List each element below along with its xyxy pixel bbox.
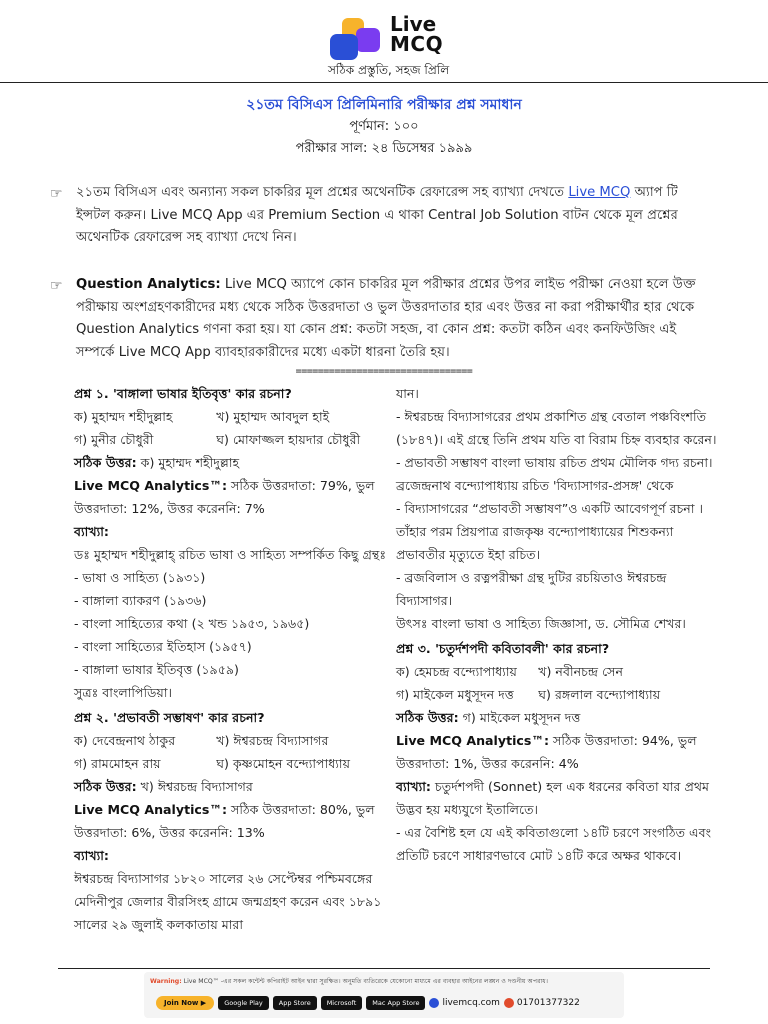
q1-option-b: খ) মুহাম্মদ আবদুল হাই bbox=[216, 409, 330, 424]
q3-option-b: খ) নবীনচন্দ্র সেন bbox=[538, 664, 624, 679]
q2-option-a: ক) দেবেন্দ্রনাথ ঠাকুর bbox=[74, 733, 176, 748]
q1-answer bbox=[74, 451, 396, 474]
header-divider bbox=[0, 82, 768, 83]
analytics-note-label: Question Analytics: bbox=[76, 277, 221, 292]
live-mcq-link[interactable]: Live MCQ bbox=[568, 185, 631, 200]
footer-divider bbox=[58, 968, 710, 969]
q3-answer bbox=[396, 706, 718, 729]
q1-source: সুত্রঃ বাংলাপিডিয়া। bbox=[74, 685, 173, 700]
q1-option-d: ঘ) মোফাজ্জল হায়দার চৌধুরী bbox=[216, 432, 361, 447]
q3-options bbox=[396, 660, 718, 706]
q2-answer bbox=[74, 775, 396, 798]
q2-option-c: গ) রামমোহন রায় bbox=[74, 756, 161, 771]
q1-answer-label: সঠিক উত্তর: bbox=[74, 455, 137, 470]
app-store-button[interactable]: App Store bbox=[273, 996, 317, 1010]
mac-app-store-button[interactable]: Mac App Store bbox=[366, 996, 425, 1010]
q2-source: উৎসঃ বাংলা ভাষা ও সাহিত্য জিজ্ঞাসা, ড. সৌমিত্র শেখর। bbox=[396, 616, 686, 631]
q3-analytics-text: সঠিক উত্তরদাতা: 94%, ভুল উত্তরদাতা: 1%, উত্তর করেননি: 4% bbox=[396, 733, 697, 771]
q2-explain-text: ঈশ্বরচন্দ্র বিদ্যাসাগর ১৮২০ সালের ২৬ সেপ্টেম্বর পশ্চিমবঙ্গের মেদিনীপুর জেলার বীরসিংহ গ্রামে জন্মগ্রহণ করেন এবং ১৮৯১ সালের ২৯ জুলাই কলকাতায় মারা bbox=[74, 871, 382, 932]
q3-explain-line: - এর বৈশিষ্ট হল যে এই কবিতাগুলো ১৪টি চরণে সংগঠিত এবং প্রতিটি চরণে সাধারণভাবে মোট ১৪টি করে অক্ষর থাকবে। bbox=[396, 825, 712, 863]
q2-explain-line: - প্রভাবতী সম্ভাষণ বাংলা ভাষায় রচিত প্রথম মৌলিক গদ্য রচনা। bbox=[396, 455, 713, 470]
exam-date: পরীক্ষার সাল: ২৪ ডিসেম্বর ১৯৯৯ bbox=[295, 141, 473, 156]
analytics-note bbox=[50, 274, 696, 364]
full-marks: পূর্ণমান: ১০০ bbox=[349, 119, 419, 134]
website-text: livemcq.com bbox=[442, 998, 500, 1008]
q1-explain-line: - বাংলা সাহিত্যের কথা (২ খন্ড ১৯৫৩, ১৯৬৫) bbox=[74, 616, 310, 631]
q3-analytics-label: Live MCQ Analytics™: bbox=[396, 733, 550, 748]
q3-analytics bbox=[396, 729, 718, 775]
q1-explain-label: ব্যাখ্যা: bbox=[74, 524, 109, 539]
page-title: ২১তম বিসিএস প্রিলিমিনারি পরীক্ষার প্রশ্ন সমাধান bbox=[246, 97, 522, 113]
analytics-note-text: Live MCQ অ্যাপে কোন চাকরির মূল পরীক্ষার প্রশ্নের উপর লাইভ পরীক্ষা নেওয়া হলে উক্ত পরীক্ষায় অংশগ্রহণকারীদের মধ্য থেকে সঠিক উত্তরদাতা ও ভুল উত্তরদাতার হার এবং উত্তর না করা পরীক্ষার্থীর হার থেকে Question Analytics গণনা করা হয়। যা কোন প্রশ্ন: কতটা সহজ, বা কোন প্রশ্ন: কতটা কঠিন এবং কনফিউজিং এই সম্পর্কে Live MCQ App ব্যাবহারকারীদের মধ্যে একটা ধারনা তৈরি হয়। bbox=[76, 277, 696, 360]
q1-explain-line: - বাঙ্গালা ভাষার ইতিবৃত্ত (১৯৫৯) bbox=[74, 662, 239, 677]
copyright-warning bbox=[150, 976, 618, 987]
q2-explain-line: - ঈশ্বরচন্দ্র বিদ্যাসাগরের প্রথম প্রকাশিত গ্রন্থ বেতাল পঞ্চবিংশতি (১৮৪৭)। এই গ্রন্থে তিনি প্রথম যতি বা বিরাম চিহ্ন ব্যবহার করেন। bbox=[396, 409, 717, 447]
header bbox=[0, 10, 768, 80]
q1-analytics-label: Live MCQ Analytics™: bbox=[74, 478, 228, 493]
q3-answer-label: সঠিক উত্তর: bbox=[396, 710, 459, 725]
brand-line1: Live bbox=[390, 12, 437, 36]
q2-explain-line: - বিদ্যাসাগরের “প্রভাবতী সম্ভাষণ”ও একটি আবেগপূর্ণ রচনা । তাঁহার পরম প্রিয়পাত্র রাজকৃষ্ণ বন্দ্যোপাধ্যায়ের শিশুকন্যা প্রভাবতীর মৃত্যুতে ইহা রচিত। bbox=[396, 501, 703, 562]
q2-option-d: ঘ) কৃষ্ণমোহন বন্দ্যোপাধ্যায় bbox=[216, 756, 350, 771]
footer-banner bbox=[144, 972, 624, 1018]
q1-option-c: গ) মুনীর চৌধুরী bbox=[74, 432, 154, 447]
q3-answer-text: গ) মাইকেল মধুসূদন দত্ত bbox=[458, 710, 581, 725]
q1-options bbox=[74, 405, 396, 451]
phone-text: 01701377322 bbox=[516, 998, 580, 1008]
brand-name bbox=[390, 14, 443, 54]
q2-explain-line: - ব্রজবিলাস ও রত্নপরীক্ষা গ্রন্থ দুটির রচয়িতাও ঈশ্বরচন্দ্র বিদ্যাসাগর। bbox=[396, 570, 667, 608]
pointing-hand-icon: ☞ bbox=[50, 186, 63, 202]
q1-explain-line: - ভাষা ও সাহিত্য (১৯৩১) bbox=[74, 570, 206, 585]
title-block bbox=[0, 94, 768, 160]
q2-explain-cont: যান। bbox=[396, 386, 419, 401]
install-note-text: ২১তম বিসিএস এবং অন্যান্য সকল চাকরির মূল প্রশ্নের অথেনটিক রেফারেন্স সহ ব্যাখ্যা দেখতে bbox=[76, 185, 569, 200]
q3-option-a: ক) হেমচন্দ্র বন্দ্যোপাধ্যায় bbox=[396, 664, 517, 679]
q1-explain-line: - বাংলা সাহিত্যের ইতিহাস (১৯৫৭) bbox=[74, 639, 252, 654]
left-column bbox=[74, 382, 396, 936]
globe-icon bbox=[429, 998, 439, 1008]
q1-analytics bbox=[74, 474, 396, 520]
q3-question: প্রশ্ন ৩. 'চতুর্দশপদী কবিতাবলী' কার রচনা? bbox=[396, 641, 610, 656]
q2-analytics bbox=[74, 798, 396, 844]
q2-option-b: খ) ঈশ্বরচন্দ্র বিদ্যাসাগর bbox=[216, 733, 329, 748]
google-play-button[interactable]: Google Play bbox=[218, 996, 269, 1010]
q3-explain-text: চতুর্দশপদী (Sonnet) হল এক ধরনের কবিতা যার প্রথম উদ্ভব হয় মধ্যযুগে ইতালিতে। bbox=[396, 779, 710, 817]
microsoft-store-button[interactable]: Microsoft bbox=[321, 996, 363, 1010]
live-mcq-logo-icon bbox=[328, 16, 384, 62]
pointing-hand-icon: ☞ bbox=[50, 278, 63, 294]
q1-analytics-text: সঠিক উত্তরদাতা: 79%, ভুল উত্তরদাতা: 12%, উত্তর করেননি: 7% bbox=[74, 478, 375, 516]
install-note-text-cont: অ্যাপ টি ইন্সটল করুন। Live MCQ App এর Premium Section এ থাকা Central Job Solution বাটন থেকে মূল প্রশ্নের অথেনটিক রেফারেন্স সহ ব্যাখ্যা দেখে নিন। bbox=[76, 185, 678, 245]
q2-explain-label: ব্যাখ্যা: bbox=[74, 848, 109, 863]
q3-explain bbox=[396, 775, 718, 821]
q2-analytics-label: Live MCQ Analytics™: bbox=[74, 802, 228, 817]
website-link[interactable] bbox=[429, 998, 499, 1008]
q3-explain-label: ব্যাখ্যা: bbox=[396, 779, 431, 794]
join-now-button[interactable]: Join Now ▶ bbox=[156, 996, 214, 1010]
brand-tagline: সঠিক প্রস্তুতি, সহজ প্রিলি bbox=[328, 63, 450, 77]
phone-icon bbox=[504, 998, 514, 1008]
q1-option-a: ক) মুহাম্মদ শহীদুল্লাহ bbox=[74, 409, 173, 424]
q2-answer-label: সঠিক উত্তর: bbox=[74, 779, 137, 794]
footer-actions bbox=[156, 994, 580, 1012]
q1-question: প্রশ্ন ১. 'বাঙ্গালা ভাষার ইতিবৃত্ত' কার রচনা? bbox=[74, 386, 292, 401]
q2-analytics-text: সঠিক উত্তরদাতা: 80%, ভুল উত্তরদাতা: 6%, উত্তর করেননি: 13% bbox=[74, 802, 375, 840]
phone-number[interactable] bbox=[504, 998, 580, 1008]
q3-option-c: গ) মাইকেল মধুসূদন দত্ত bbox=[396, 687, 514, 702]
q3-option-d: ঘ) রঙ্গলাল বন্দ্যোপাধ্যায় bbox=[538, 687, 661, 702]
q2-options bbox=[74, 729, 396, 775]
q1-answer-text: ক) মুহাম্মদ শহীদুল্লাহ bbox=[136, 455, 240, 470]
q1-explain-line: - বাঙ্গালা ব্যাকরণ (১৯৩৬) bbox=[74, 593, 207, 608]
install-note bbox=[50, 182, 696, 250]
warning-label: Warning: bbox=[150, 978, 182, 985]
right-column bbox=[396, 382, 718, 867]
q2-explain-line: ব্রজেন্দ্রনাথ বন্দ্যোপাধ্যায় রচিত 'বিদ্যাসাগর-প্রসঙ্গ' থেকে bbox=[396, 478, 674, 493]
q1-explain-line: ডঃ মুহাম্মদ শহীদুল্লাহ্ রচিত ভাষা ও সাহিত্য সম্পর্কিত কিছু গ্রন্থঃ bbox=[74, 547, 387, 562]
warning-text: Live MCQ™ -এর সকল কন্টেন্ট কপিরাইট আইন দ্বারা সুরক্ষিত। অনুমতি ব্যতিরেকে যেকোনো মাধ্যমে এর ব্যবহার আইনের লঙ্ঘন ও দণ্ডনীয় অপরাধ। bbox=[181, 978, 548, 985]
q2-question: প্রশ্ন ২. 'প্রভাবতী সম্ভাষণ' কার রচনা? bbox=[74, 710, 265, 725]
brand-line2: MCQ bbox=[390, 32, 444, 56]
q2-answer-text: খ) ঈশ্বরচন্দ্র বিদ্যাসাগর bbox=[136, 779, 253, 794]
separator-line: ================================ bbox=[295, 366, 473, 377]
